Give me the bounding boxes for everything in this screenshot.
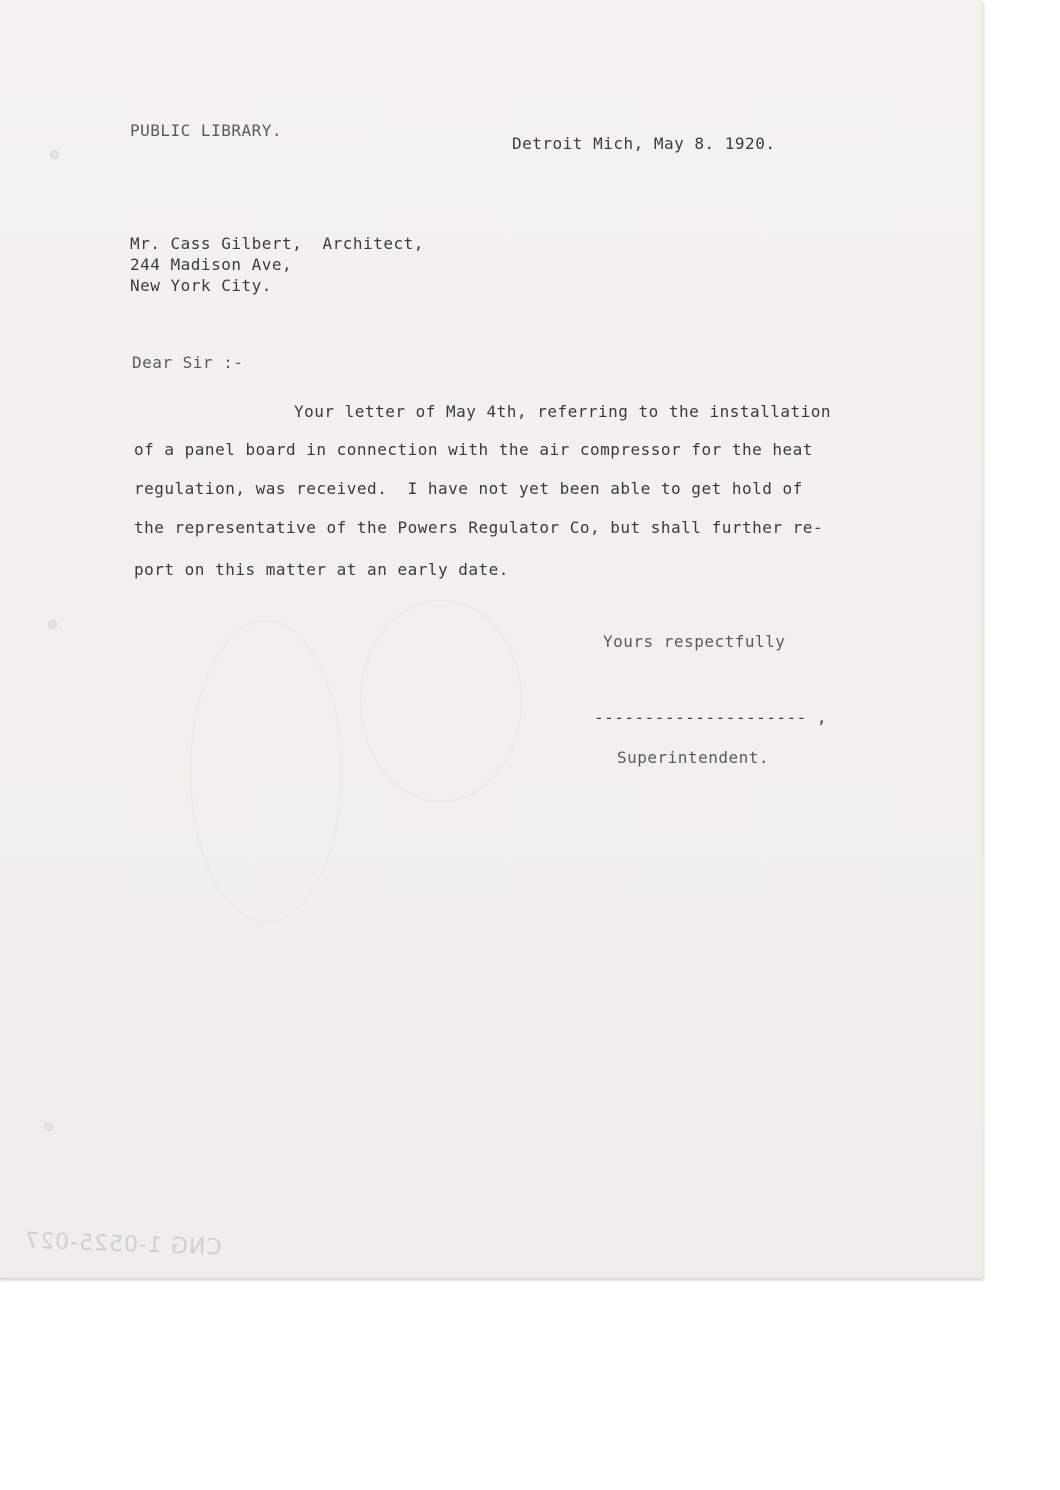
- body-line: port on this matter at an early date.: [134, 560, 509, 579]
- sheet-shadow: [0, 1278, 982, 1282]
- paper-stain: [360, 600, 522, 802]
- signer-title: Superintendent.: [617, 748, 769, 767]
- recipient-line-2: 244 Madison Ave,: [130, 255, 293, 274]
- paper-stain: [190, 620, 342, 922]
- archive-stamp: CNG 1-0525-027: [23, 1228, 223, 1261]
- punch-hole: [44, 1122, 53, 1131]
- recipient-line-3: New York City.: [130, 276, 272, 295]
- dateline: Detroit Mich, May 8. 1920.: [512, 134, 776, 153]
- closing: Yours respectfully: [603, 632, 786, 651]
- body-line: the representative of the Powers Regulator Co, but shall further re-: [134, 518, 824, 537]
- punch-hole: [48, 620, 57, 629]
- signature-line: --------------------- ,: [594, 708, 828, 727]
- letterhead: PUBLIC LIBRARY.: [130, 121, 282, 140]
- body-line: Your letter of May 4th, referring to the installation: [294, 402, 832, 421]
- punch-hole: [50, 150, 59, 159]
- body-line: of a panel board in connection with the air compressor for the heat: [134, 440, 813, 459]
- body-line: regulation, was received. I have not yet been able to get hold of: [134, 479, 803, 498]
- salutation: Dear Sir :-: [132, 353, 244, 372]
- recipient-line-1: Mr. Cass Gilbert, Architect,: [130, 234, 424, 253]
